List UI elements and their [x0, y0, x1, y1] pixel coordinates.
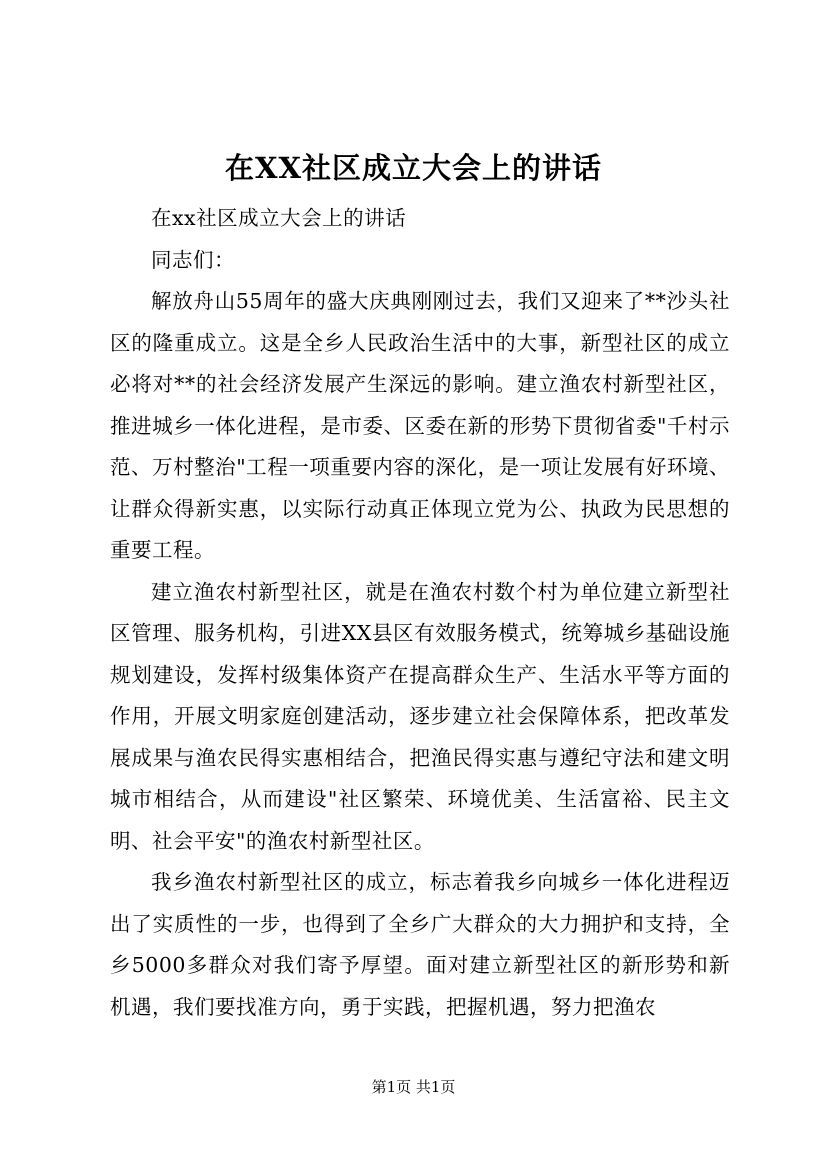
document-body — [110, 198, 730, 1028]
paragraph-subtitle: 在xx社区成立大会上的讲话 — [151, 206, 407, 230]
paragraph-3: 我乡渔农村新型社区的成立，标志着我乡向城乡一体化进程迈出了实质性的一步，也得到了全乡广大群众的大力拥护和支持，全乡5000多群众对我们寄予厚望。面对建立新型社区的新形势和新机遇，我们要找准方向，勇于实践，把握机遇，努力把渔农 — [110, 870, 730, 1019]
paragraph-salutation: 同志们： — [151, 247, 235, 272]
page-footer: 第1页 共1页 — [371, 1078, 456, 1096]
document-title: 在XX社区成立大会上的讲话 — [224, 151, 602, 185]
paragraph-2: 建立渔农村新型社区，就是在渔农村数个村为单位建立新型社区管理、服务机构，引进XX县区有效服务模式，统筹城乡基础设施规划建设，发挥村级集体资产在提高群众生产、生活水平等方面的作用，开展文明家庭创建活动，逐步建立社会保障体系，把改革发展成果与渔农民得实惠相结合，把渔民得实惠与遵纪守法和建文明城市相结合，从而建设"社区繁荣、环境优美、生活富裕、民主文明、社会平安"的渔农村新型社区。 — [110, 579, 730, 853]
paragraph-1: 解放舟山55周年的盛大庆典刚刚过去，我们又迎来了**沙头社区的隆重成立。这是全乡人民政治生活中的大事，新型社区的成立必将对**的社会经济发展产生深远的影响。建立渔农村新型社区，推进城乡一体化进程，是市委、区委在新的形势下贯彻省委"千村示范、万村整治"工程一项重要内容的深化，是一项让发展有好环境、让群众得新实惠，以实际行动真正体现立党为公、执政为民思想的重要工程。 — [110, 289, 730, 562]
